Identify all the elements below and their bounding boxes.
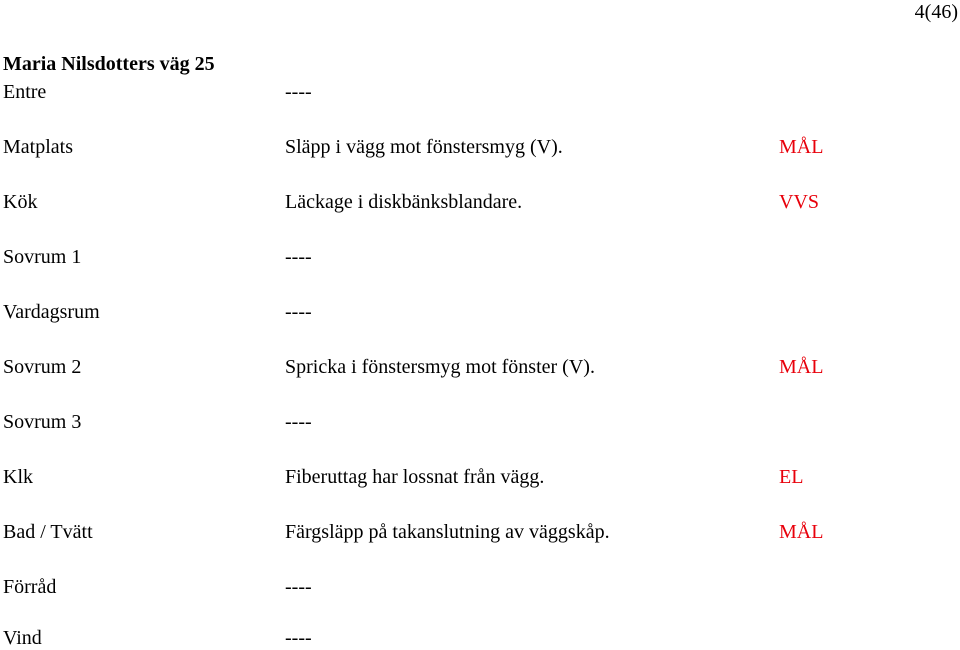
- room-row-entre: [0, 80, 960, 104]
- room-name: Sovrum 3: [3, 411, 82, 433]
- room-note: Färgsläpp på takanslutning av väggskåp.: [285, 521, 610, 543]
- room-name: Bad / Tvätt: [3, 521, 93, 543]
- room-name: Vind: [3, 627, 42, 649]
- room-name: Kök: [3, 191, 38, 213]
- room-name: Matplats: [3, 136, 73, 158]
- room-row-bad-tvatt: [0, 520, 960, 544]
- room-trade: MÅL: [779, 356, 824, 378]
- room-trade: MÅL: [779, 136, 824, 158]
- room-note: ----: [285, 576, 312, 598]
- room-row-vind: [0, 626, 960, 650]
- room-name: Sovrum 2: [3, 356, 82, 378]
- room-row-sovrum-2: [0, 355, 960, 379]
- room-row-kok: [0, 190, 960, 214]
- address-heading: Maria Nilsdotters väg 25: [3, 53, 215, 75]
- room-note: Fiberuttag har lossnat från vägg.: [285, 466, 545, 488]
- room-note: ----: [285, 81, 312, 103]
- room-note: ----: [285, 627, 312, 649]
- room-trade: VVS: [779, 191, 820, 213]
- room-trade: MÅL: [779, 521, 824, 543]
- room-row-sovrum-1: [0, 245, 960, 269]
- room-row-klk: [0, 465, 960, 489]
- room-name: Förråd: [3, 576, 57, 598]
- room-note: Läckage i diskbänksblandare.: [285, 191, 523, 213]
- room-row-sovrum-3: [0, 410, 960, 434]
- room-name: Vardagsrum: [3, 301, 100, 323]
- room-name: Entre: [3, 81, 47, 103]
- room-note: ----: [285, 246, 312, 268]
- room-name: Klk: [3, 466, 33, 488]
- room-row-forrad: [0, 575, 960, 599]
- room-note: ----: [285, 301, 312, 323]
- room-note: Släpp i vägg mot fönstersmyg (V).: [285, 136, 563, 158]
- room-row-matplats: [0, 135, 960, 159]
- room-row-vardagsrum: [0, 300, 960, 324]
- room-note: ----: [285, 411, 312, 433]
- room-name: Sovrum 1: [3, 246, 82, 268]
- page-number: 4(46): [914, 1, 958, 23]
- room-note: Spricka i fönstersmyg mot fönster (V).: [285, 356, 595, 378]
- room-trade: EL: [779, 466, 804, 488]
